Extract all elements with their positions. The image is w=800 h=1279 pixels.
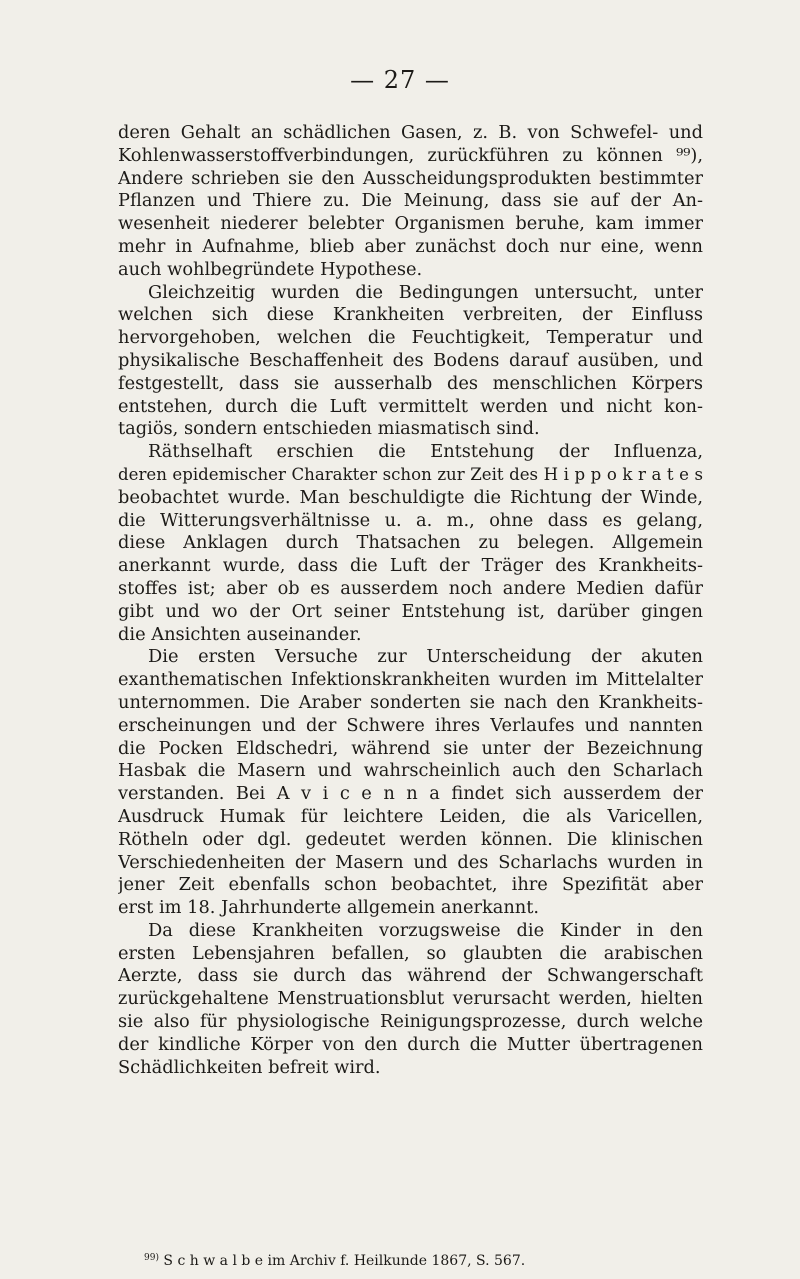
text-line: ersten Lebensjahren befallen, so glaubten die arabischen xyxy=(118,942,703,964)
text-line: verstanden. Bei A v i c e n n a findet sich ausserdem der xyxy=(118,783,703,805)
text-line: der kindliche Körper von den durch die Mutter übertragenen xyxy=(118,1033,703,1055)
text-line: Verschiedenheiten der Masern und des Scharlachs wurden in xyxy=(118,851,703,873)
page-number: — 27 — xyxy=(350,66,450,94)
text-line: welchen sich diese Krankheiten verbreiten, der Einfluss xyxy=(118,304,703,326)
footnote-author: S c h w a l b e xyxy=(163,1253,264,1269)
text-line: stoffes ist; aber ob es ausserdem noch andere Medien dafür xyxy=(118,577,703,599)
text-line: Kohlenwasserstoffverbindungen, zurückführen zu können ⁹⁹), xyxy=(118,144,703,166)
text-line: anerkannt wurde, dass die Luft der Träger des Krankheits- xyxy=(118,555,703,577)
text-line: jener Zeit ebenfalls schon beobachtet, ihre Spezifität aber xyxy=(118,874,703,896)
text-line: zurückgehaltene Menstruationsblut verursacht werden, hielten xyxy=(118,988,703,1010)
text-line: Aerzte, dass sie durch das während der Schwangerschaft xyxy=(118,965,703,987)
text-line: die Ansichten auseinander. xyxy=(118,623,362,645)
text-line: Pflanzen und Thiere zu. Die Meinung, dass sie auf der An- xyxy=(118,190,703,212)
text-line: tagiös, sondern entschieden miasmatisch sind. xyxy=(118,418,540,440)
text-line: auch wohlbegründete Hypothese. xyxy=(118,258,423,280)
text-line: diese Anklagen durch Thatsachen zu belegen. Allgemein xyxy=(118,532,703,554)
body-text xyxy=(118,122,703,1079)
text-line: beobachtet wurde. Man beschuldigte die Richtung der Winde, xyxy=(118,486,703,508)
text-line: mehr in Aufnahme, blieb aber zunächst doch nur eine, wenn xyxy=(118,235,703,257)
text-line: Räthselhaft erschien die Entstehung der Influenza, xyxy=(148,441,703,463)
footnote xyxy=(144,1249,704,1270)
text-line: erst im 18. Jahrhunderte allgemein anerkannt. xyxy=(118,897,540,919)
text-line: Ausdruck Humak für leichtere Leiden, die als Varicellen, xyxy=(118,805,703,827)
text-line: entstehen, durch die Luft vermittelt werden und nicht kon- xyxy=(118,395,703,417)
text-line: wesenheit niederer belebter Organismen beruhe, kam immer xyxy=(118,213,703,235)
text-line: Hasbak die Masern und wahrscheinlich auch den Scharlach xyxy=(118,760,703,782)
text-line: exanthematischen Infektionskrankheiten wurden im Mittelalter xyxy=(118,669,703,691)
text-line: gibt und wo der Ort seiner Entstehung ist, darüber gingen xyxy=(118,600,703,622)
text-line: festgestellt, dass sie ausserhalb des menschlichen Körpers xyxy=(118,372,703,394)
footnote-text: im Archiv f. Heilkunde 1867, S. 567. xyxy=(267,1253,526,1269)
text-line: unternommen. Die Araber sonderten sie nach den Krankheits- xyxy=(118,691,703,713)
text-line: hervorgehoben, welchen die Feuchtigkeit, Temperatur und xyxy=(118,327,703,349)
text-line: physikalische Beschaffenheit des Bodens darauf ausüben, und xyxy=(118,349,703,371)
text-line: deren Gehalt an schädlichen Gasen, z. B. von Schwefel- und xyxy=(118,122,703,143)
text-line: deren epidemischer Charakter schon zur Zeit des H i p p o k r a t e s xyxy=(118,464,703,484)
footnote-mark: 99) xyxy=(144,1253,159,1263)
text-line: die Pocken Eldschedri, während sie unter der Bezeichnung xyxy=(118,737,703,759)
text-line: erscheinungen und der Schwere ihres Verlaufes und nannten xyxy=(118,714,703,736)
text-line: die Witterungsverhältnisse u. a. m., ohne dass es gelang, xyxy=(118,509,703,531)
text-line: Gleichzeitig wurden die Bedingungen untersucht, unter xyxy=(148,281,703,303)
text-line: Die ersten Versuche zur Unterscheidung der akuten xyxy=(148,646,703,668)
text-line: sie also für physiologische Reinigungsprozesse, durch welche xyxy=(118,1011,703,1033)
text-line: Rötheln oder dgl. gedeutet werden können. Die klinischen xyxy=(118,828,703,850)
text-line: Da diese Krankheiten vorzugsweise die Kinder in den xyxy=(148,919,703,941)
text-line: Schädlichkeiten befreit wird. xyxy=(118,1056,381,1078)
text-line: Andere schrieben sie den Ausscheidungsprodukten bestimmter xyxy=(118,167,703,189)
